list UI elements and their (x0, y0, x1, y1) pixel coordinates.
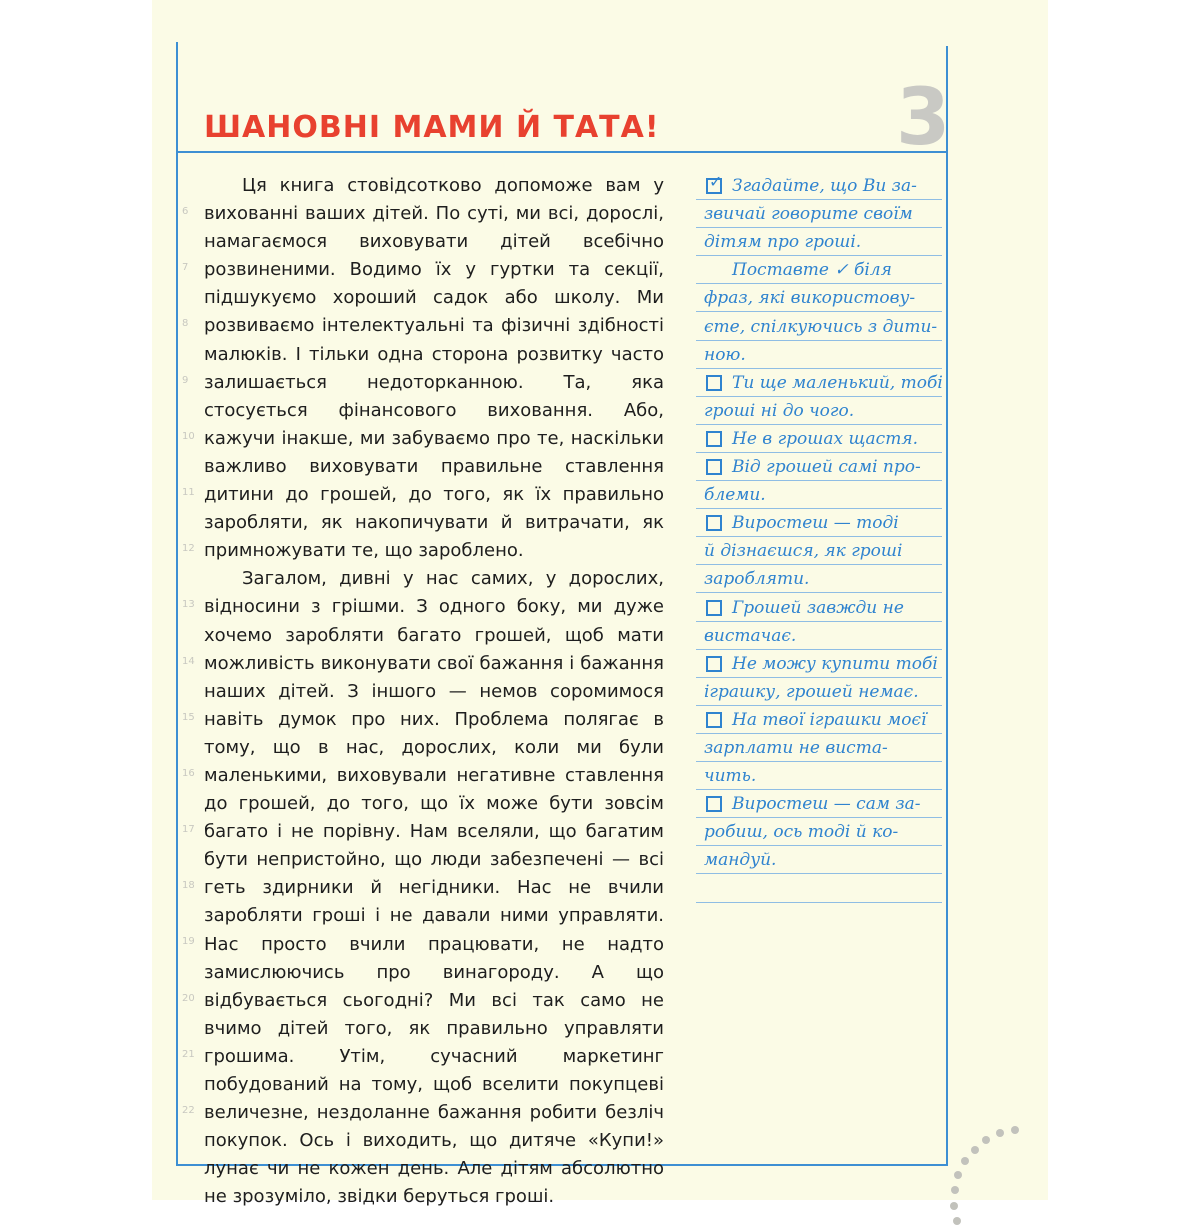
decorative-dot (950, 1202, 958, 1210)
frame-left-border (176, 42, 178, 1166)
line-number: 8 (182, 318, 189, 330)
note-line: На твої іграшки моєї (732, 709, 927, 730)
decorative-dot (953, 1217, 961, 1225)
checked-checkbox[interactable] (706, 172, 723, 194)
note-line: Грошей завжди не (732, 597, 904, 618)
page-title: ШАНОВНІ МАМИ Й ТАТА! (204, 110, 660, 145)
line-number: 14 (182, 655, 195, 667)
checkbox[interactable] (706, 712, 722, 728)
line-number-column (182, 206, 198, 1161)
note-line: чить. (704, 766, 757, 787)
checkbox[interactable] (706, 375, 722, 391)
note-line: вистачає. (704, 625, 797, 646)
note-line: дітям про гроші. (704, 232, 862, 253)
line-number: 10 (182, 430, 195, 442)
header-divider (176, 151, 948, 153)
decorative-dot (954, 1171, 962, 1179)
note-line: Не в грошах щастя. (732, 428, 918, 449)
note-line: Виростеш — сам за- (732, 794, 921, 815)
decorative-dot (971, 1146, 979, 1154)
line-number: 16 (182, 767, 195, 779)
line-number: 19 (182, 936, 195, 948)
note-line: мандуй. (704, 850, 777, 871)
line-number: 7 (182, 262, 189, 274)
checkbox[interactable] (706, 431, 722, 447)
note-line: Від грошей самі про- (732, 457, 921, 477)
line-number: 17 (182, 824, 195, 836)
note-line: робиш, ось тоді й ко- (704, 822, 899, 843)
note-line: ною. (704, 344, 746, 365)
decorative-dot (996, 1129, 1004, 1137)
note-line: Не можу купити тобі (732, 653, 938, 674)
frame-right-border (946, 46, 948, 1166)
checkbox[interactable] (706, 796, 722, 812)
line-number: 13 (182, 599, 195, 611)
line-number: 20 (182, 992, 195, 1004)
note-line: іграшку, грошей немає. (704, 681, 919, 702)
line-number: 11 (182, 486, 195, 498)
note-line: зарплати не виста- (704, 738, 888, 758)
note-line: й дізнаєшся, як гроші (704, 541, 903, 562)
decorative-dot (982, 1136, 990, 1144)
decorative-dot (961, 1157, 969, 1165)
line-number: 15 (182, 711, 195, 723)
note-line: заробляти. (704, 569, 810, 590)
checkbox[interactable] (706, 515, 722, 531)
checkbox[interactable] (706, 600, 722, 616)
note-line: блеми. (704, 485, 766, 506)
decorative-dots (950, 1110, 1050, 1200)
ruled-line (696, 902, 942, 903)
note-line: Згадайте, що Ви за- (732, 176, 917, 196)
checkbox[interactable] (706, 656, 722, 672)
decorative-dot (951, 1186, 959, 1194)
body-paragraph-2: Загалом, дивні у нас самих, у дорослих, відносини з грішми. З одного боку, ми дуже хочемо заробляти багато грошей, щоб мати можливість виконувати свої бажання і бажання наших дітей. З іншого — немов соромимося навіть думок про них. Проблема полягає в тому, що в нас, дорослих, коли ми були маленькими, виховували негативне ставлення до грошей, до того, що їх може бути зовсім багато і не порівну. Нам вселяли, що багатим бути непристойно, що люди забезпечені — всі геть здирники й негідники. Нас не вчили заробляти гроші і не давали ними управляти. Нас просто вчили працювати, не надто замислюючись про винагороду. А що відбувається сьогодні? Ми всі так само не вчимо дітей того, як правильно управляти грошима. Утім, сучасний маркетинг побудований на тому, щоб вселити покупцеві величезне, нездоланне бажання робити безліч покупок. Ось і виходить, що дитяче «Купи!» лунає чи не кожен день. Але дітям абсолютно не зрозуміло, звідки беруться гроші. (204, 568, 664, 1208)
checkbox[interactable] (706, 459, 722, 475)
line-number: 9 (182, 374, 189, 386)
line-number: 6 (182, 206, 189, 217)
chapter-number: 3 (896, 73, 951, 163)
note-line: Поставте ✓ біля (732, 260, 892, 281)
note-line: єте, спілкуючись з дити- (704, 316, 938, 337)
note-line: Виростеш — тоді (732, 513, 899, 534)
line-number: 22 (182, 1105, 195, 1116)
body-paragraph-1: Ця книга стовідсотково допоможе вам у вихованні ваших дітей. По суті, ми всі, дорослі, намагаємося виховувати дітей всебічно розвиненими. Водимо їх у гуртки та секції, підшукуємо хороший садок або школу. Ми розвиваємо інтелектуальні та фізичні здібності малюків. І тільки одна сторона розвитку часто залишається недоторканною. Та, яка стосується фінансового виховання. Або, кажучи інакше, ми забуваємо про те, наскільки важливо виховувати правильне ставлення дитини до грошей, до того, як їх правильно заробляти, як накопичувати й витрачати, як примножувати те, що зароблено. (204, 175, 664, 562)
note-line: гроші ні до чого. (704, 400, 855, 421)
body-text (204, 172, 664, 1211)
line-number: 18 (182, 880, 195, 892)
note-line: звичай говорите своїм (704, 204, 913, 225)
handwritten-notes-panel (696, 172, 942, 906)
decorative-dot (1011, 1126, 1019, 1134)
line-number: 12 (182, 543, 195, 555)
line-number: 21 (182, 1048, 195, 1060)
note-line: фраз, які використову- (704, 288, 916, 309)
note-line: Ти ще маленький, тобі (732, 372, 943, 393)
check-mark-icon: ✓ (709, 172, 723, 191)
